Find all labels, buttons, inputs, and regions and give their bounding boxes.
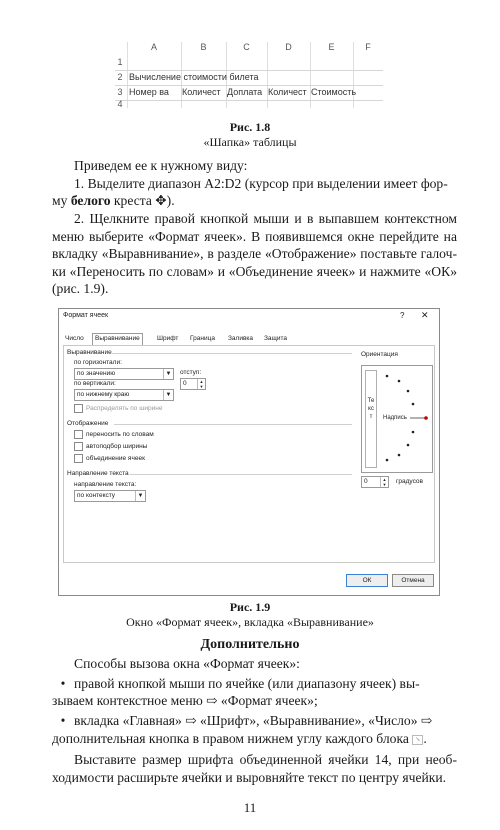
cancel-button[interactable]: Отмена bbox=[392, 574, 434, 587]
close-icon[interactable]: ✕ bbox=[421, 310, 429, 320]
ok-button[interactable]: ОК bbox=[346, 574, 388, 587]
col-header-c: C bbox=[243, 42, 250, 52]
final-text: Выставите размер шрифта объединенной ячейки 14, при необ-ходимости расширьте ячейки и выровняйте текст по центру ячейки. bbox=[52, 752, 457, 785]
bullet-icon: • bbox=[60, 713, 66, 728]
excel-row-3 bbox=[115, 85, 383, 101]
display-group-title: Отображение bbox=[67, 420, 109, 427]
tab-font[interactable]: Шрифт bbox=[157, 335, 179, 342]
tab-protection[interactable]: Защита bbox=[264, 335, 288, 342]
format-cells-dialog bbox=[58, 308, 440, 596]
bold-word: белого bbox=[70, 193, 111, 208]
tab-border[interactable]: Граница bbox=[190, 335, 215, 342]
orientation-group-title: Ориентация bbox=[361, 351, 398, 358]
dialog-launcher-icon: ↘ bbox=[412, 735, 423, 745]
orientation-label: Надпись bbox=[383, 415, 407, 421]
excel-row-4 bbox=[115, 100, 383, 108]
vertical-text-button[interactable] bbox=[365, 370, 377, 468]
vertical-text: Текст bbox=[367, 398, 375, 420]
wrap-text-checkbox[interactable]: переносить по словам bbox=[74, 430, 154, 439]
excel-row-2 bbox=[115, 70, 383, 86]
direction-group-title: Направление текста bbox=[67, 470, 129, 477]
indent-spinner[interactable]: 0 ▲ ▼ bbox=[180, 378, 206, 390]
cell-c3: Доплата bbox=[227, 87, 263, 97]
figure-1-9-caption: Окно «Формат ячеек», вкладка «Выравнивание» bbox=[126, 615, 374, 629]
vertical-select[interactable]: по нижнему краю ▼ bbox=[74, 389, 174, 401]
bullet-2-line-2: дополнительная кнопка в правом нижнем углу каждого блока ↘ . bbox=[52, 731, 427, 746]
alignment-panel bbox=[63, 345, 435, 563]
cell-b3: Количест bbox=[182, 87, 221, 97]
row-number: 3 bbox=[117, 87, 123, 97]
excel-snippet bbox=[115, 42, 383, 110]
indent-label: отступ: bbox=[180, 369, 202, 376]
horizontal-label: по горизонтали: bbox=[74, 359, 122, 366]
direction-select[interactable]: по контексту ▼ bbox=[74, 490, 146, 502]
degrees-label: градусов bbox=[396, 478, 423, 485]
horizontal-select[interactable]: по значению ▼ bbox=[74, 368, 174, 380]
col-header-d: D bbox=[285, 42, 292, 52]
alignment-group-title: Выравнивание bbox=[67, 349, 112, 356]
figure-1-8-label: Рис. 1.8 bbox=[229, 120, 271, 134]
col-header-b: B bbox=[200, 42, 207, 52]
help-button[interactable]: ? bbox=[400, 311, 405, 320]
cell-e3: Стоимость bbox=[311, 87, 357, 97]
bullet-1-line-2: зываем контекстное меню ⇨ «Формат ячеек»; bbox=[52, 693, 318, 708]
shrink-to-fit-checkbox[interactable]: автоподбор ширины bbox=[74, 442, 147, 451]
chevron-down-icon: ▼ bbox=[163, 369, 173, 379]
step1-line2: му белого креста ✥). bbox=[52, 193, 175, 208]
bullet-1-line-1: • правой кнопкой мыши по ячейке (или диапазону ячеек) вы- bbox=[52, 675, 457, 693]
bullet-icon: • bbox=[60, 676, 66, 691]
vertical-label: по вертикали: bbox=[74, 380, 116, 387]
spin-icon: ▲ ▼ bbox=[197, 379, 205, 389]
step2-text: 2. Щелкните правой кнопкой мыши и в выпавшем контекстном меню выберите «Формат ячеек». В появившемся окне перейдите на вкладку «Выравнивание», в разделе «Отображение» поставьте галоч-ки «Переносить по словам» и «Объединение ячеек» и нажмите «ОК» (рис. 1.9). bbox=[52, 211, 457, 296]
dialog-title: Формат ячеек bbox=[63, 312, 109, 319]
spin-icon: ▲ ▼ bbox=[380, 477, 388, 487]
cell-a3: Номер ва bbox=[129, 87, 169, 97]
tab-alignment[interactable]: Выравнивание bbox=[92, 333, 143, 346]
tab-fill[interactable]: Заливка bbox=[228, 335, 254, 342]
bullet-2-line-1: • вкладка «Главная» ⇨ «Шрифт», «Выравнивание», «Число» ⇨ bbox=[52, 712, 457, 730]
step1-line1: 1. Выделите диапазон A2:D2 (курсор при выделении имеет фор- bbox=[74, 176, 448, 191]
page-number: 11 bbox=[243, 800, 257, 815]
intro-text: Приведем ее к нужному виду: bbox=[74, 158, 248, 173]
row-number: 2 bbox=[117, 72, 123, 82]
cell-d3: Количест bbox=[268, 87, 307, 97]
figure-1-8-caption: «Шапка» таблицы bbox=[203, 135, 297, 149]
row-number: 4 bbox=[117, 99, 123, 109]
merge-cells-checkbox[interactable]: объединение ячеек bbox=[74, 454, 145, 463]
chevron-down-icon: ▼ bbox=[135, 491, 145, 501]
cell-a2: Вычисление стоимости билета bbox=[129, 72, 259, 82]
col-header-e: E bbox=[328, 42, 335, 52]
orientation-box[interactable] bbox=[361, 365, 433, 473]
distribute-checkbox[interactable]: Распределять по ширине bbox=[74, 404, 163, 413]
degrees-spinner[interactable]: 0 ▲ ▼ bbox=[361, 476, 389, 488]
direction-label: направление текста: bbox=[74, 481, 137, 488]
row-number: 1 bbox=[117, 57, 123, 67]
figure-1-9-label: Рис. 1.9 bbox=[229, 600, 271, 614]
col-header-f: F bbox=[365, 42, 371, 52]
chevron-down-icon: ▼ bbox=[163, 390, 173, 400]
col-header-a: A bbox=[150, 42, 157, 52]
ways-text: Способы вызова окна «Формат ячеек»: bbox=[74, 656, 300, 671]
tab-number[interactable]: Число bbox=[65, 335, 84, 342]
excel-row-1 bbox=[115, 55, 383, 71]
section-heading: Дополнительно bbox=[200, 637, 300, 652]
